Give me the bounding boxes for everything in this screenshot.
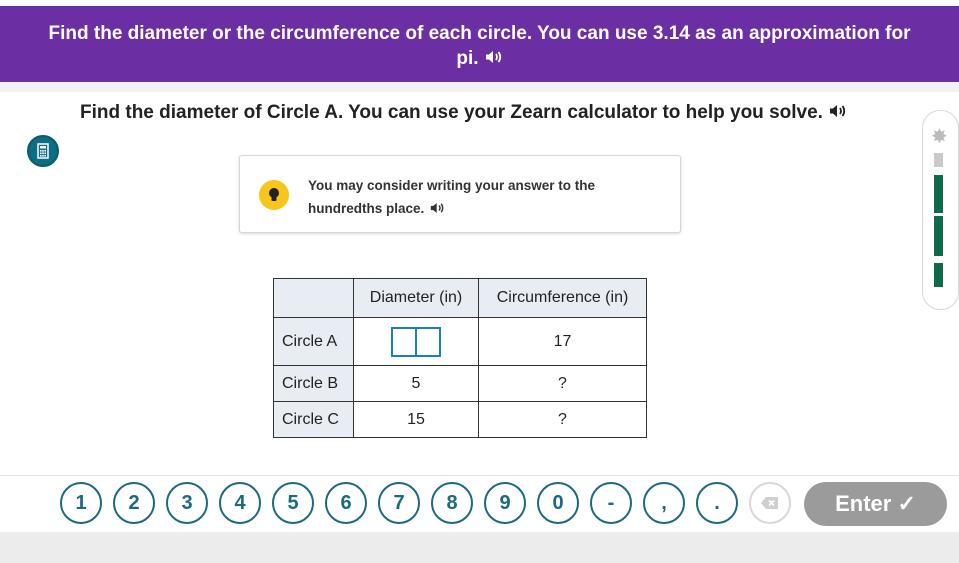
backspace-button[interactable] [749,482,791,524]
diameter-cell: 5 [354,366,479,402]
table-row [274,366,647,402]
row-label: Circle B [274,366,354,402]
key-comma[interactable]: , [643,482,685,524]
instructions-banner [0,6,959,82]
speaker-icon[interactable] [430,198,445,221]
progress-step-complete [934,216,943,256]
question-prompt [80,100,847,126]
answer-input[interactable] [391,327,441,357]
speaker-icon[interactable] [829,100,847,126]
key-9[interactable]: 9 [484,482,526,524]
diameter-cell: 15 [354,402,479,438]
progress-step-complete [934,263,943,287]
hint-card [239,155,681,233]
calculator-button[interactable] [27,135,59,167]
sparkle-icon: ✸ [931,126,948,148]
key-4[interactable]: 4 [219,482,261,524]
circumference-cell: ? [479,402,647,438]
key-1[interactable]: 1 [60,482,102,524]
lightbulb-icon [259,180,289,210]
backspace-icon [760,496,780,510]
progress-step-current [934,153,943,167]
circumference-cell: 17 [479,318,647,366]
key-0[interactable]: 0 [537,482,579,524]
answer-input-slot[interactable] [393,329,415,355]
footer-bar [0,532,959,563]
key-3[interactable]: 3 [166,482,208,524]
key-8[interactable]: 8 [431,482,473,524]
key-6[interactable]: 6 [325,482,367,524]
banner-text: Find the diameter or the circumference of each circle. You can use 3.14 as an approximation for pi. [48,23,911,69]
hint-text: You may consider writing your answer to the hundredths place. [308,178,596,216]
diameter-cell [354,318,479,366]
key-minus[interactable]: - [590,482,632,524]
progress-step-complete [934,175,943,213]
speaker-icon[interactable] [485,46,503,71]
progress-tracker [922,110,959,310]
question-text: Find the diameter of Circle A. You can use your Zearn calculator to help you solve. [80,102,823,124]
key-decimal[interactable]: . [696,482,738,524]
table-row [274,318,647,366]
key-7[interactable]: 7 [378,482,420,524]
keypad-divider [0,475,959,476]
table-header-diameter: Diameter (in) [354,279,479,318]
answer-input-slot[interactable] [415,329,439,355]
enter-button[interactable]: Enter ✓ [804,482,947,526]
row-label: Circle A [274,318,354,366]
table-header-empty [274,279,354,318]
circumference-cell: ? [479,366,647,402]
table-header-circumference: Circumference (in) [479,279,647,318]
calculator-icon [29,137,57,165]
key-5[interactable]: 5 [272,482,314,524]
table-row [274,402,647,438]
key-2[interactable]: 2 [113,482,155,524]
row-label: Circle C [274,402,354,438]
table-header-row [274,279,647,318]
circle-data-table [273,278,647,438]
banner-band [0,82,959,92]
